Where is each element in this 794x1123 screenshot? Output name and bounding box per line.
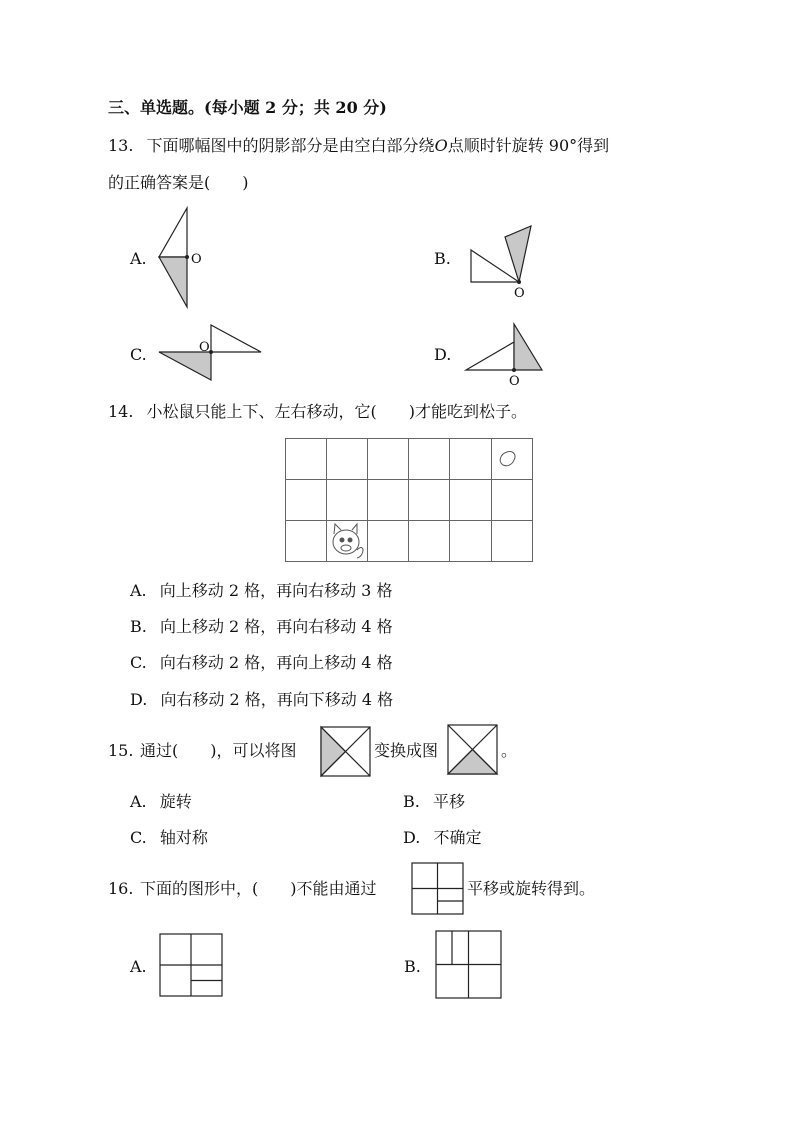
q13-option-a-o-label: O xyxy=(191,252,202,267)
q13-option-d-letter[interactable]: D. xyxy=(434,345,452,364)
q16-option-b-figure[interactable] xyxy=(435,930,503,1000)
q13-line1 xyxy=(108,136,609,156)
q15-option-a-text: 旋转 xyxy=(159,792,192,811)
q14-option-d-text: 向右移动 2 格，再向下移动 4 格 xyxy=(160,690,394,709)
q16-reference-figure xyxy=(411,862,465,915)
q13-option-c-figure[interactable] xyxy=(155,322,265,384)
q13-number: 13. xyxy=(108,136,134,155)
q15-option-a[interactable] xyxy=(130,792,192,812)
q14-number: 14. xyxy=(108,402,134,421)
q13-option-b-letter[interactable]: B. xyxy=(434,249,451,268)
q15-option-d-text: 不确定 xyxy=(433,828,482,847)
q14-option-c-letter: C. xyxy=(130,653,147,672)
q16-option-a-figure[interactable] xyxy=(159,933,224,998)
q15-option-d[interactable] xyxy=(403,828,481,848)
q16-option-a-letter[interactable]: A. xyxy=(130,957,147,976)
q14-option-a-text: 向上移动 2 格，再向右移动 3 格 xyxy=(159,581,393,600)
q15-option-c-letter: C. xyxy=(130,828,147,847)
q14-grid xyxy=(285,438,534,564)
pine-nut-icon xyxy=(500,452,515,466)
q14-option-d-letter: D. xyxy=(130,690,148,709)
q14-line xyxy=(108,402,527,422)
q13-option-b-o-label: O xyxy=(514,286,525,301)
q14-option-c-text: 向右移动 2 格，再向上移动 4 格 xyxy=(159,653,393,672)
q14-option-b-letter: B. xyxy=(130,617,147,636)
q15-option-b-text: 平移 xyxy=(432,792,465,811)
section-header xyxy=(108,98,387,118)
q13-line2: 的正确答案是( ) xyxy=(108,173,249,192)
q13-option-d-o-label: O xyxy=(509,374,520,389)
q16-text1: 下面的图形中，( )不能由通过 xyxy=(140,879,377,898)
q13-option-b-figure[interactable] xyxy=(465,222,535,288)
q13-text1: 下面哪幅图中的阴影部分是由空白部分绕 xyxy=(146,136,435,155)
q13-option-a-letter[interactable]: A. xyxy=(130,249,147,268)
q14-option-b[interactable] xyxy=(130,617,393,637)
q14-option-d[interactable] xyxy=(130,690,393,710)
squirrel-icon xyxy=(333,524,363,558)
q15-option-a-letter: A. xyxy=(130,792,147,811)
section-note: (每小题 2 分；共 20 分) xyxy=(204,98,387,117)
q14-option-a[interactable] xyxy=(130,581,392,601)
q14-text: 小松鼠只能上下、左右移动，它( )才能吃到松子。 xyxy=(146,402,528,421)
q15-text2: 变换成图 xyxy=(374,741,439,760)
q16-number: 16. xyxy=(108,879,134,898)
q16-text2: 平移或旋转得到。 xyxy=(467,879,596,898)
q15-option-c[interactable] xyxy=(130,828,208,848)
q15-option-b[interactable] xyxy=(403,792,465,812)
q14-option-b-text: 向上移动 2 格，再向右移动 4 格 xyxy=(159,617,393,636)
q15-option-b-letter: B. xyxy=(403,792,420,811)
q15-figure-after xyxy=(447,724,499,776)
section-title: 三、单选题。 xyxy=(108,98,205,117)
q14-option-a-letter: A. xyxy=(130,581,147,600)
q14-option-c[interactable] xyxy=(130,653,393,673)
q13-option-a-figure[interactable] xyxy=(155,205,215,311)
q13-option-d-figure[interactable] xyxy=(462,320,550,376)
q15-option-c-text: 轴对称 xyxy=(159,828,208,847)
q15-text3: 。 xyxy=(501,741,518,760)
q13-option-c-o-label: O xyxy=(199,340,210,355)
q15-text1: 通过( )，可以将图 xyxy=(140,741,297,760)
q15-figure-before xyxy=(320,726,372,777)
q15-option-d-letter: D. xyxy=(403,828,421,847)
q13-point: O xyxy=(434,136,448,155)
q15-number: 15. xyxy=(108,741,134,760)
q13-option-c-letter[interactable]: C. xyxy=(130,345,147,364)
q16-option-b-letter[interactable]: B. xyxy=(404,957,421,976)
q13-text2: 点顺时针旋转 90°得到 xyxy=(447,136,610,155)
